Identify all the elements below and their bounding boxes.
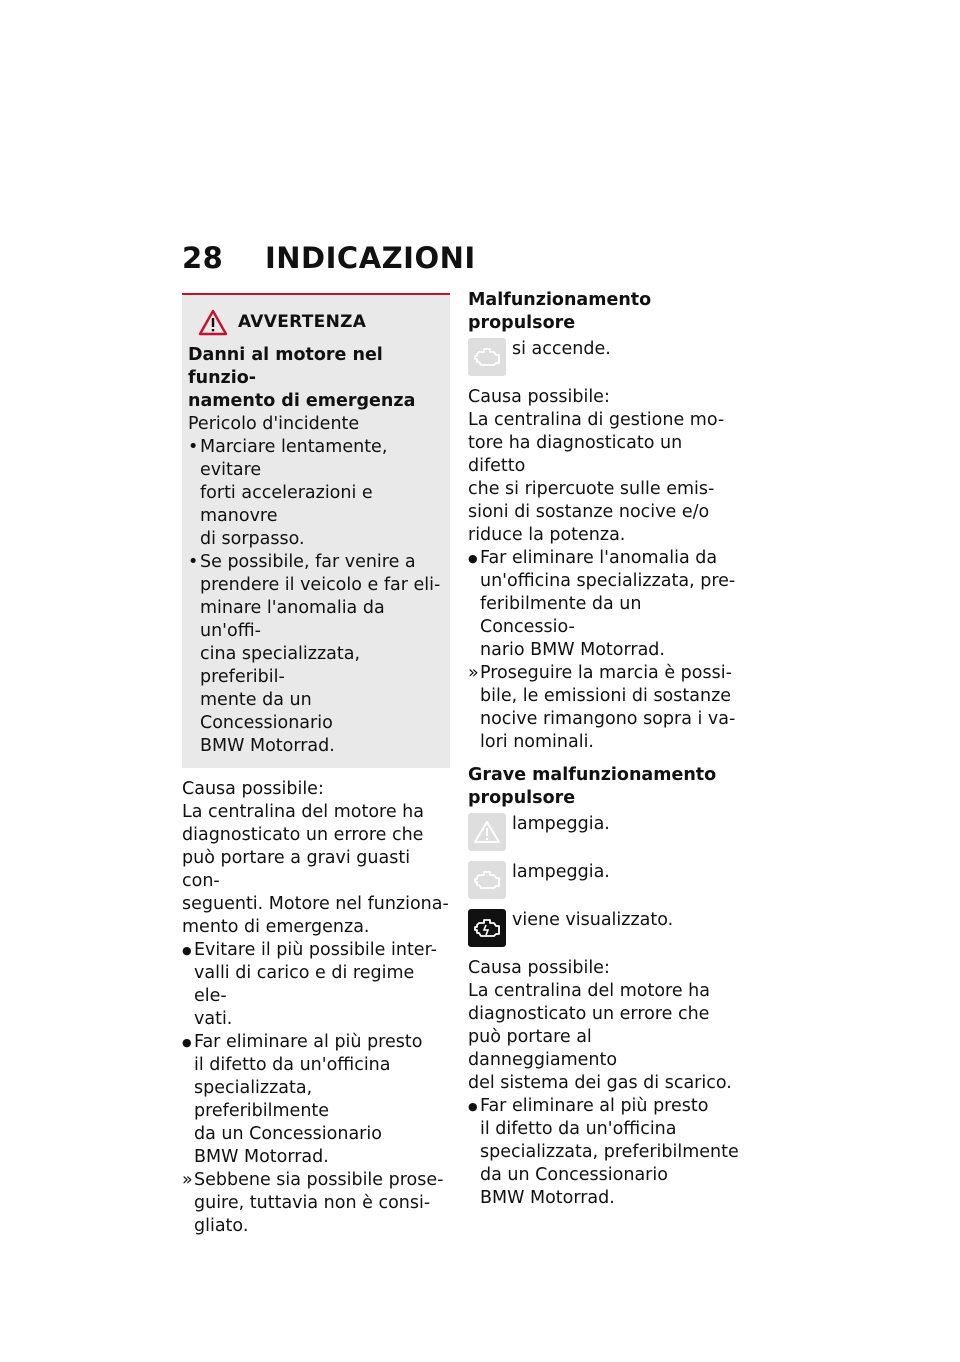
text-line: mento di emergenza. [182,917,370,937]
bullet-line: • Marciare lentamente, evitare [200,437,388,480]
text-line: il difetto da un'officina [194,1055,391,1075]
engine-fault-icon [468,909,506,947]
text-line: il difetto da un'officina [480,1119,677,1139]
text-line: diagnosticato un errore che [468,1004,710,1024]
text-line: sioni di sostanze nocive e/o [468,502,710,522]
text-line: riduce la potenza. [468,525,626,545]
text-line: del sistema dei gas di scarico. [468,1073,732,1093]
warning-title: AVVERTENZA [238,312,367,332]
bullet-line: • Se possibile, far venire a [200,552,416,572]
text-line: un'officina specializzata, pre- [480,571,736,591]
action-item [182,1031,450,1169]
text-line: ● Far eliminare l'anomalia da [480,548,718,568]
bullet-line: di sorpasso. [200,529,305,549]
section-title: INDICAZIONI [265,241,476,275]
text-line: vati. [194,1009,233,1029]
text-line: che si ripercuote sulle emis- [468,479,715,499]
indicator-text: lampeggia. [512,862,610,882]
page-number: 28 [182,241,224,275]
indicator-text: si accende. [512,339,611,359]
text-line: può portare a gravi guasti con- [182,848,411,891]
title-line: Grave malfunzionamento [468,765,717,785]
text-line: nario BMW Motorrad. [480,640,665,660]
text-line: specializzata, preferibilmente [480,1142,739,1162]
right-column [468,289,740,1210]
warning-triangle-icon [468,813,506,851]
section-title-severe-malfunction [468,764,740,810]
warning-bullet [188,436,444,551]
text-line: guire, tuttavia non è consi- [194,1193,431,1213]
warning-subtitle-line: namento di emergenza [188,391,416,411]
cause-text [182,801,450,939]
text-line: gliato. [194,1216,249,1236]
text-line: La centralina del motore ha [182,802,424,822]
text-line: La centralina di gestione mo- [468,410,725,430]
text-line: da un Concessionario [480,1165,668,1185]
action-item [182,939,450,1031]
cause-text [468,980,740,1095]
warning-triangle-icon [198,309,228,336]
cause-text [468,409,740,547]
engine-icon [468,861,506,899]
warning-subtitle [188,344,444,413]
indicator-row [468,861,740,899]
indicator-row [468,338,740,376]
text-line: ● Far eliminare al più presto [480,1096,709,1116]
cause-label: Causa possibile: [468,387,610,407]
text-line: ● Evitare il più possibile inter- [194,940,437,960]
bullet-line: BMW Motorrad. [200,736,335,756]
cause-label: Causa possibile: [468,958,610,978]
warning-bullet [188,551,444,758]
warning-risk: Pericolo d'incidente [188,414,360,434]
text-line: tore ha diagnosticato un difetto [468,433,683,476]
text-line: La centralina del motore ha [468,981,710,1001]
text-line: » Proseguire la marcia è possi- [480,663,732,683]
text-line: seguenti. Motore nel funziona- [182,894,449,914]
text-line: nocive rimangono sopra i va- [480,709,736,729]
warning-header [198,309,444,336]
text-line: BMW Motorrad. [480,1188,615,1208]
bullet-line: prendere il veicolo e far eli- [200,575,441,595]
action-item [468,1095,740,1210]
text-line: BMW Motorrad. [194,1147,329,1167]
text-line: specializzata, preferibilmente [194,1078,330,1121]
text-line: diagnosticato un errore che [182,825,424,845]
cause-label: Causa possibile: [182,779,324,799]
text-line: da un Concessionario [194,1124,382,1144]
indicator-row [468,909,740,947]
bullet-line: minare l'anomalia da un'offi- [200,598,385,641]
text-line: bile, le emissioni di sostanze [480,686,732,706]
bullet-line: forti accelerazioni e manovre [200,483,373,526]
text-line: può portare al danneggiamento [468,1027,618,1070]
indicator-row [468,813,740,851]
warning-box [182,293,450,768]
text-line: lori nominali. [480,732,594,752]
text-line: feribilmente da un Concessio- [480,594,642,637]
section-title-malfunction: Malfunzionamento propulsore [468,290,652,333]
result-item [182,1169,450,1238]
page-header [182,241,476,275]
text-line: » Sebbene sia possibile prose- [194,1170,444,1190]
text-line: ● Far eliminare al più presto [194,1032,423,1052]
title-line: propulsore [468,788,576,808]
bullet-line: cina specializzata, preferibil- [200,644,361,687]
indicator-text: viene visualizzato. [512,910,674,930]
indicator-text: lampeggia. [512,814,610,834]
left-column [182,293,450,1238]
engine-icon [468,338,506,376]
text-line: valli di carico e di regime ele- [194,963,415,1006]
bullet-line: mente da un Concessionario [200,690,333,733]
warning-subtitle-line: Danni al motore nel funzio- [188,345,383,388]
result-item [468,662,740,754]
action-item [468,547,740,662]
